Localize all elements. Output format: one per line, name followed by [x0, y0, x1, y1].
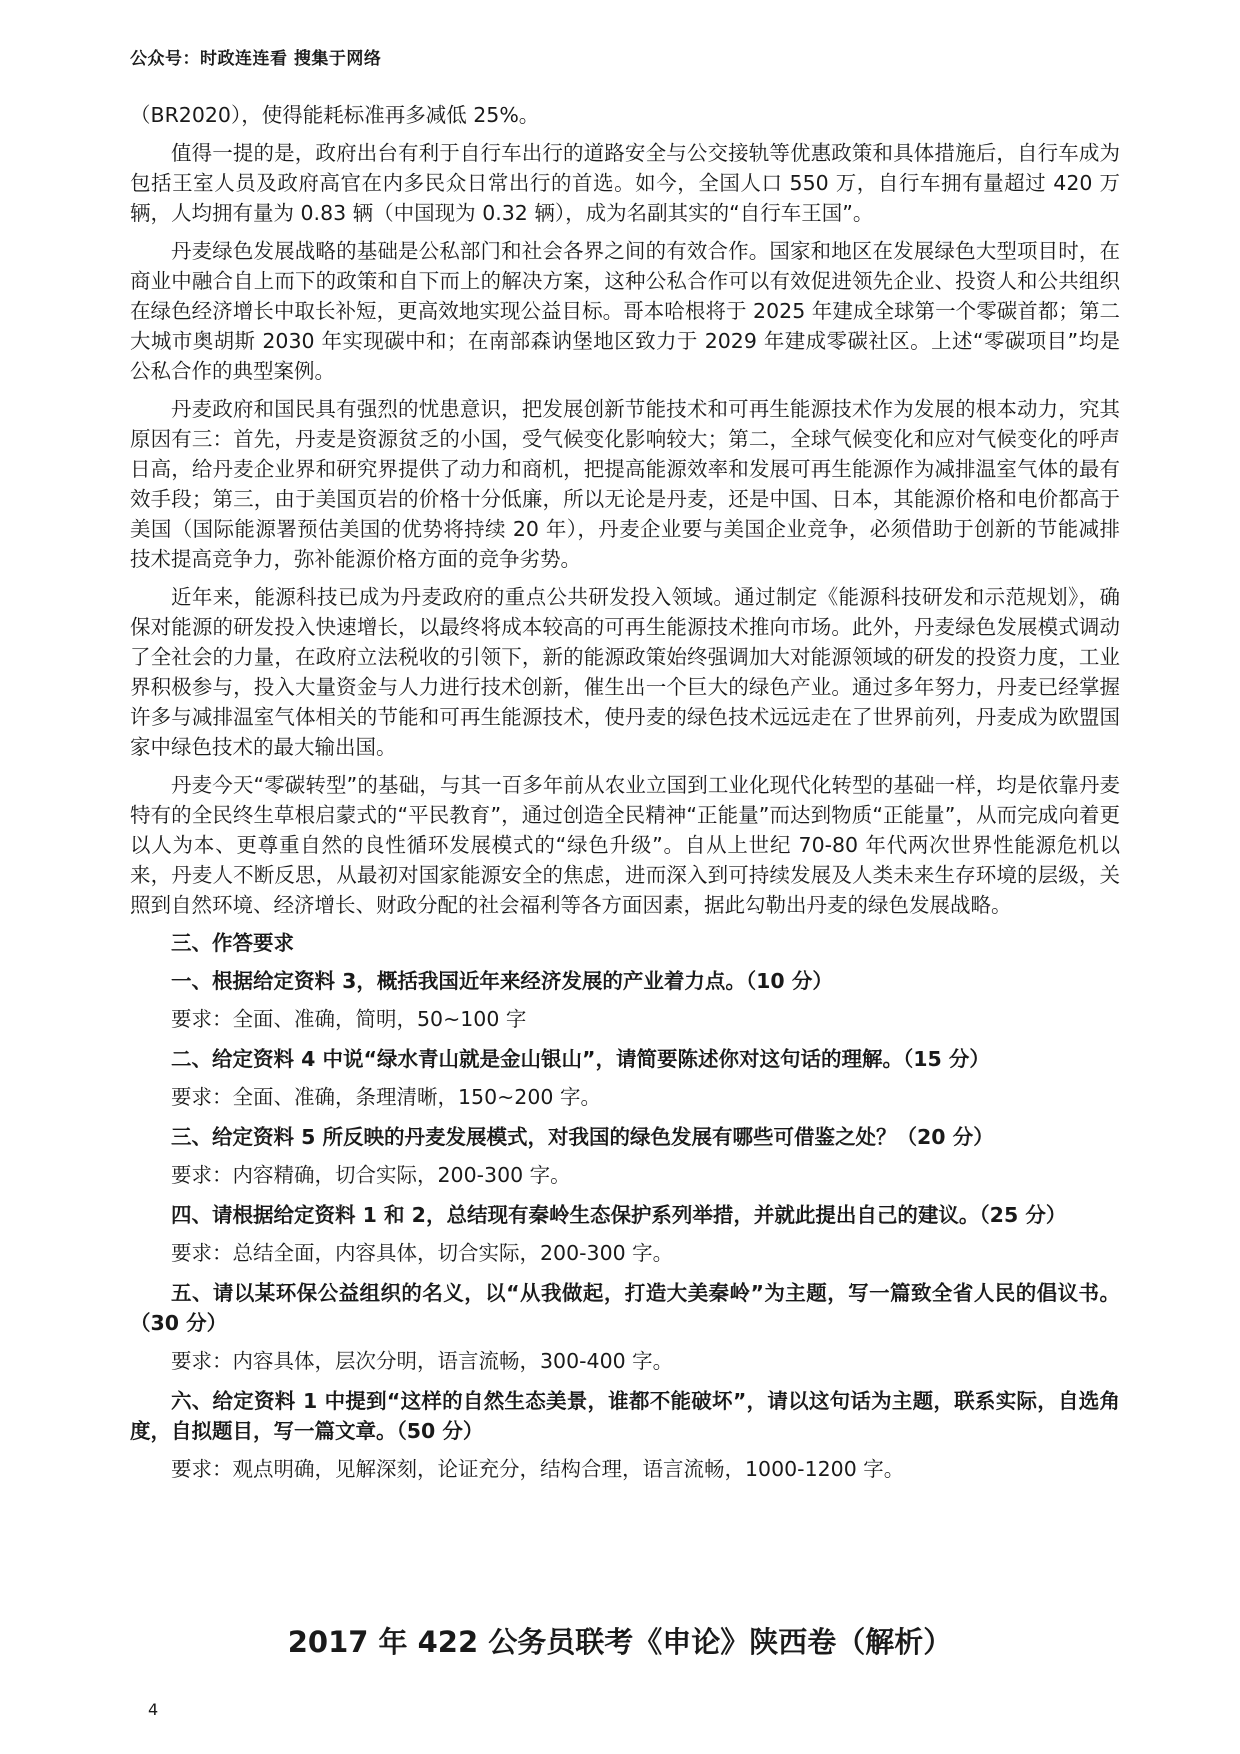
paragraph: （BR2020），使得能耗标准再多减低 25%。 [130, 103, 540, 127]
requirement-1: 要求：全面、准确，简明，50~100 字 [171, 1007, 527, 1031]
requirements-heading: 三、作答要求 [171, 931, 294, 955]
requirement-5: 要求：内容具体，层次分明，语言流畅，300-400 字。 [171, 1349, 674, 1373]
requirement-3: 要求：内容精确，切合实际，200-300 字。 [171, 1163, 571, 1187]
requirement-6: 要求：观点明确，见解深刻，论证充分，结构合理，语言流畅，1000-1200 字。 [171, 1457, 905, 1481]
requirement-2: 要求：全面、准确，条理清晰，150~200 字。 [171, 1085, 601, 1109]
paragraph: 丹麦今天“零碳转型”的基础，与其一百多年前从农业立国到工业化现代化转型的基础一样，均是依靠丹麦特有的全民终生草根启蒙式的“平民教育”，通过创造全民精神“正能量”而达到物质“正能量”，从而完成向着更以人为本、更尊重自然的良性循环发展模式的“绿色升级”。自从上世纪 70-80 年代两次世界性能源危机以来，丹麦人不断反思，从最初对国家能源安全的焦虑，进而深入到可持续发展及人类未来生存环境的层级，关照到自然环境、经济增长、财政分配的社会福利等各方面因素，据此勾勒出丹麦的绿色发展战略。 [130, 773, 1120, 917]
document-body [130, 100, 1120, 1494]
paragraph: 值得一提的是，政府出台有利于自行车出行的道路安全与公交接轨等优惠政策和具体措施后，自行车成为包括王室人员及政府高官在内多民众日常出行的首选。如今，全国人口 550 万，自行车拥有量超过 420 万辆，人均拥有量为 0.83 辆（中国现为 0.32 辆），成为名副其实的“自行车王国”。 [130, 141, 1120, 225]
paragraph: 丹麦政府和国民具有强烈的忧患意识，把发展创新节能技术和可再生能源技术作为发展的根本动力，究其原因有三：首先，丹麦是资源贫乏的小国，受气候变化影响较大；第二，全球气候变化和应对气候变化的呼声日高，给丹麦企业界和研究界提供了动力和商机，把提高能源效率和发展可再生能源作为减排温室气体的最有效手段；第三，由于美国页岩的价格十分低廉，所以无论是丹麦，还是中国、日本，其能源价格和电价都高于美国（国际能源署预估美国的优势将持续 20 年），丹麦企业要与美国企业竞争，必须借助于创新的节能减排技术提高竞争力，弥补能源价格方面的竞争劣势。 [130, 397, 1120, 571]
question-2: 二、给定资料 4 中说“绿水青山就是金山银山”，请简要陈述你对这句话的理解。（15 分） [171, 1047, 990, 1071]
page-header: 公众号：时政连连看 搜集于网络 [130, 49, 382, 69]
question-4: 四、请根据给定资料 1 和 2，总结现有秦岭生态保护系列举措，并就此提出自己的建议。（25 分） [171, 1203, 1067, 1227]
section-title: 2017 年 422 公务员联考《申论》陕西卷（解析） [287, 1625, 953, 1659]
question-1: 一、根据给定资料 3，概括我国近年来经济发展的产业着力点。（10 分） [171, 969, 833, 993]
page-number: 4 [148, 1700, 159, 1719]
question-3: 三、给定资料 5 所反映的丹麦发展模式，对我国的绿色发展有哪些可借鉴之处？（20 分） [171, 1125, 994, 1149]
paragraph: 丹麦绿色发展战略的基础是公私部门和社会各界之间的有效合作。国家和地区在发展绿色大型项目时，在商业中融合自上而下的政策和自下而上的解决方案，这种公私合作可以有效促进领先企业、投资人和公共组织在绿色经济增长中取长补短，更高效地实现公益目标。哥本哈根将于 2025 年建成全球第一个零碳首都；第二大城市奥胡斯 2030 年实现碳中和；在南部森讷堡地区致力于 2029 年建成零碳社区。上述“零碳项目”均是公私合作的典型案例。 [130, 239, 1120, 383]
question-5: 五、请以某环保公益组织的名义，以“从我做起，打造大美秦岭”为主题，写一篇致全省人民的倡议书。（30 分） [130, 1281, 1120, 1335]
paragraph: 近年来，能源科技已成为丹麦政府的重点公共研发投入领域。通过制定《能源科技研发和示范规划》，确保对能源的研发投入快速增长，以最终将成本较高的可再生能源技术推向市场。此外，丹麦绿色发展模式调动了全社会的力量，在政府立法税收的引领下，新的能源政策始终强调加大对能源领域的研发的投资力度，工业界积极参与，投入大量资金与人力进行技术创新，催生出一个巨大的绿色产业。通过多年努力，丹麦已经掌握许多与减排温室气体相关的节能和可再生能源技术，使丹麦的绿色技术远远走在了世界前列，丹麦成为欧盟国家中绿色技术的最大输出国。 [130, 585, 1120, 759]
requirement-4: 要求：总结全面，内容具体，切合实际，200-300 字。 [171, 1241, 674, 1265]
question-6: 六、给定资料 1 中提到“这样的自然生态美景，谁都不能破坏”，请以这句话为主题，联系实际，自选角度，自拟题目，写一篇文章。（50 分） [130, 1389, 1120, 1443]
